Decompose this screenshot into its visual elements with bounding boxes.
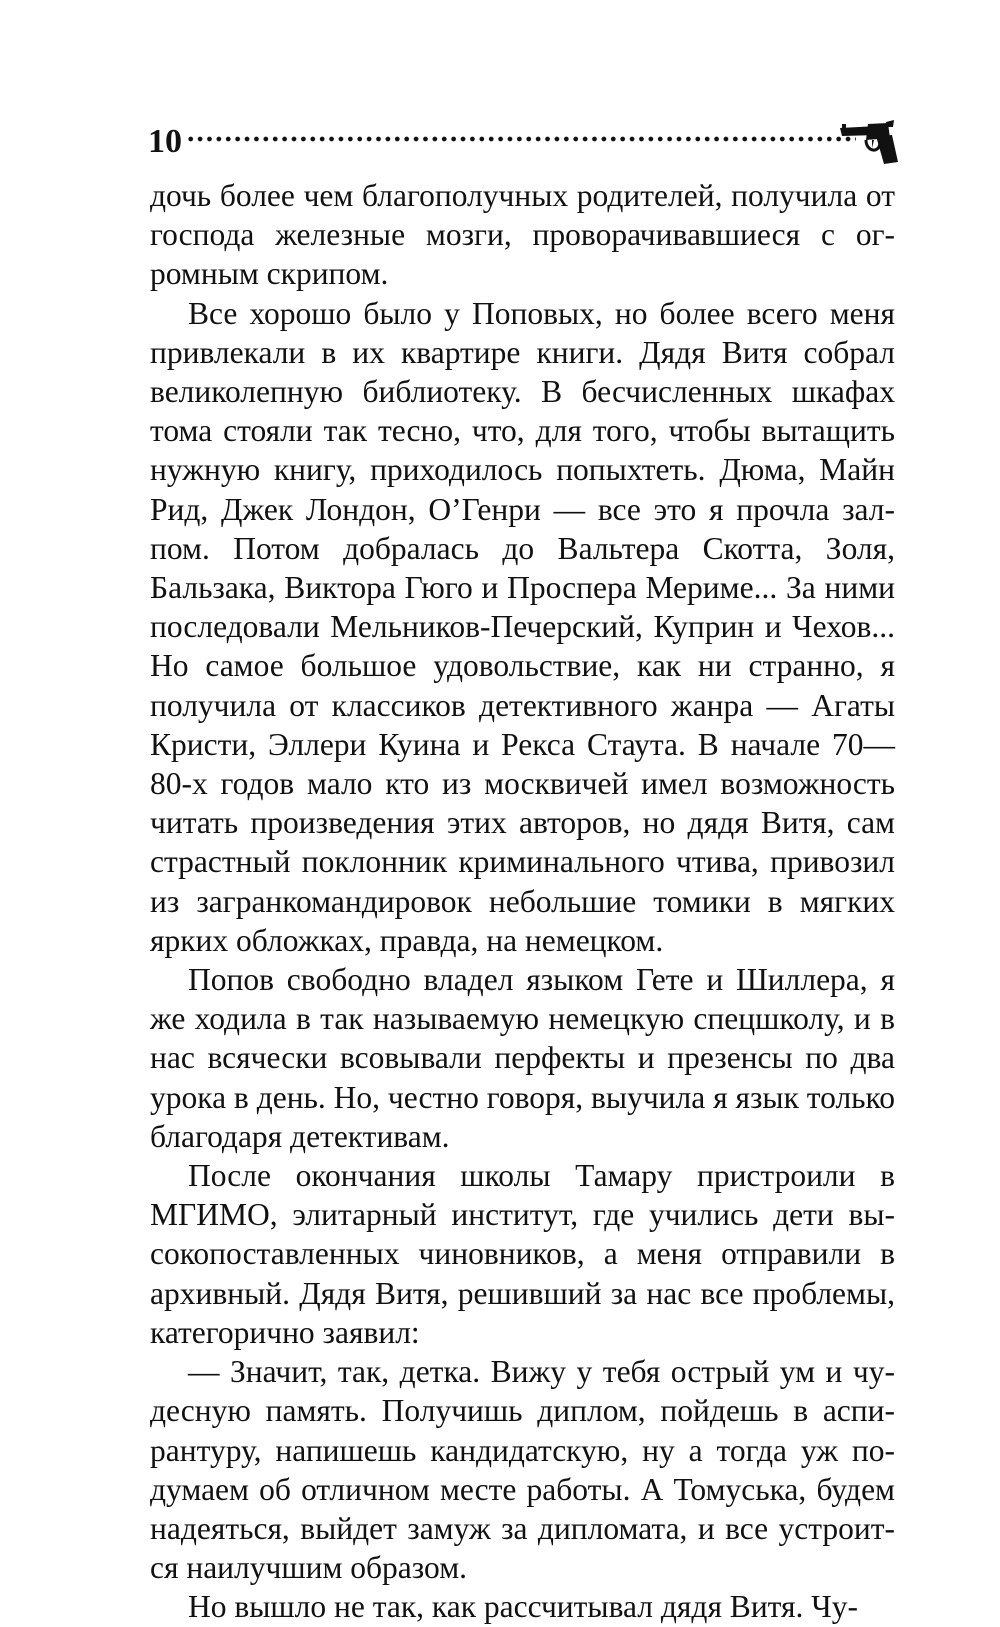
paragraph: Все хорошо было у Поповых, но более всего меня привлекали в их квартире книги. Дядя Витя собрал великолепную библиотеку. В бесчисленных шкафах тома стояли так тесно, что, для того, чтобы вытащить нужную книгу, приходилось попыхтеть. Дюма, Майн Рид, Джек Лондон, О’Генри — все это я прочла залпом. Потом добралась до Вальтера Скотта, Золя, Бальзака, Виктора Гюго и Проспера Мериме... За ними последовали Мельников-Печерский, Куприн и Чехов... Но самое большое удовольствие, как ни странно, я получила от классиков детективного жанра — Агаты Кристи, Эллери Куина и Рекса Стаута. В начале 70—80-х годов мало кто из москвичей имел возможность читать произведения этих авторов, но дядя Витя, сам страстный поклонник криминального чтива, привозил из загранкомандировок небольшие томики в мягких ярких обложках, правда, на немецком. [150, 295, 895, 958]
page-number: 10 [148, 123, 182, 160]
body-text [150, 176, 895, 1627]
page-header [148, 118, 898, 168]
revolver-icon [838, 118, 900, 166]
dotted-leader [186, 136, 856, 142]
paragraph: — Значит, так, детка. Вижу у тебя острый ум и чудесную память. Получишь диплом, пойдешь в аспирантуру, напишешь кандидатскую, ну а тогда уж подумаем об отличном месте работы. А Томуська, будем надеяться, выйдет замуж за дипломата, и все устроится наилучшим образом. [150, 1354, 895, 1586]
paragraph: Но вышло не так, как рассчитывал дядя Витя. Чу- [188, 1589, 858, 1625]
paragraph: Попов свободно владел языком Гете и Шиллера, я же ходила в так называемую немецкую спецшколу, и в нас всячески всовывали перфекты и презенсы по два урока в день. Но, честно говоря, выучила я язык только благодаря детективам. [150, 962, 895, 1154]
paragraph: После окончания школы Тамару пристроили в МГИМО, элитарный институт, где учились дети высокопоставленных чиновников, а меня отправили в архивный. Дядя Витя, решивший за нас все проблемы, категорично заявил: [150, 1158, 895, 1350]
paragraph: дочь более чем благополучных родителей, получила от господа железные мозги, проворачивавшиеся с огромным скрипом. [150, 178, 895, 292]
